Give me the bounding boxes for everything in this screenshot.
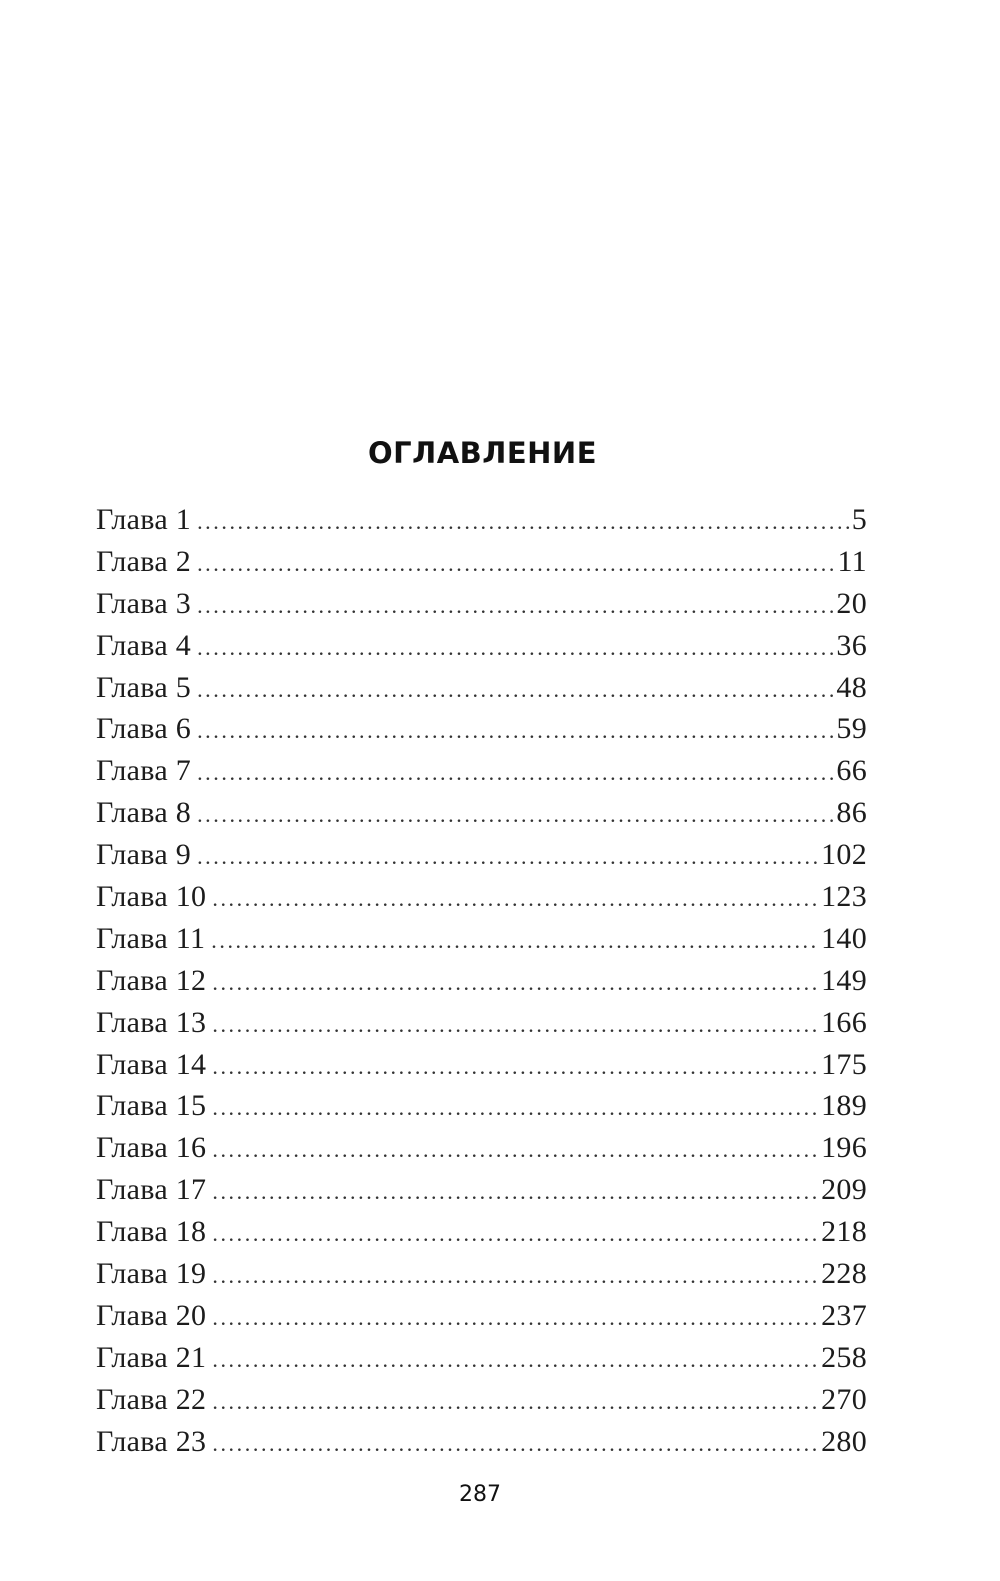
toc-dot-leader	[212, 1012, 819, 1038]
toc-chapter-label: Глава 11	[96, 921, 206, 955]
toc-chapter-label: Глава 12	[96, 963, 207, 997]
toc-chapter-label: Глава 8	[96, 796, 192, 830]
toc-dot-leader	[197, 844, 819, 870]
toc-chapter-label: Глава 10	[96, 880, 207, 914]
toc-chapter-label: Глава 21	[96, 1340, 207, 1374]
toc-dot-leader	[212, 886, 819, 912]
toc-chapter-label: Глава 7	[96, 754, 192, 788]
toc-entry	[96, 671, 867, 713]
toc-chapter-label: Глава 17	[96, 1173, 207, 1207]
toc-page-number: 140	[821, 921, 867, 955]
toc-dot-leader	[212, 970, 819, 996]
toc-entry	[96, 1383, 867, 1425]
toc-chapter-label: Глава 15	[96, 1089, 207, 1123]
toc-entry	[96, 1048, 867, 1090]
toc-chapter-label: Глава 23	[96, 1424, 207, 1458]
toc-entry	[96, 1173, 867, 1215]
toc-entry	[96, 1425, 867, 1467]
toc-chapter-label: Глава 6	[96, 712, 192, 746]
toc-chapter-label: Глава 3	[96, 586, 192, 620]
toc-page-number: 258	[821, 1340, 867, 1374]
toc-page-number: 237	[821, 1298, 867, 1332]
toc-dot-leader	[197, 718, 834, 744]
toc-dot-leader	[212, 1095, 819, 1121]
toc-chapter-label: Глава 13	[96, 1005, 207, 1039]
toc-page-number: 123	[821, 880, 867, 914]
toc-page-number: 59	[836, 712, 867, 746]
toc-entry	[96, 712, 867, 754]
toc-page-number: 270	[821, 1382, 867, 1416]
toc-entry	[96, 545, 867, 587]
toc-dot-leader	[212, 1054, 819, 1080]
toc-chapter-label: Глава 14	[96, 1047, 207, 1081]
toc-entry	[96, 796, 867, 838]
toc-dot-leader	[197, 551, 835, 577]
toc-entry	[96, 838, 867, 880]
toc-entry	[96, 1341, 867, 1383]
toc-page-number: 218	[821, 1215, 867, 1249]
toc-entry	[96, 629, 867, 671]
toc-entry	[96, 1299, 867, 1341]
toc-dot-leader	[211, 928, 819, 954]
toc-chapter-label: Глава 22	[96, 1382, 207, 1416]
toc-dot-leader	[212, 1263, 819, 1289]
toc-chapter-label: Глава 20	[96, 1298, 207, 1332]
toc-entry	[96, 1131, 867, 1173]
toc-title: ОГЛАВЛЕНИЕ	[367, 436, 597, 470]
toc-chapter-label: Глава 18	[96, 1215, 207, 1249]
toc-dot-leader	[212, 1305, 819, 1331]
toc-list	[96, 503, 867, 1466]
toc-chapter-label: Глава 2	[96, 544, 192, 578]
toc-chapter-label: Глава 16	[96, 1131, 207, 1165]
toc-dot-leader	[212, 1221, 819, 1247]
toc-page-number: 189	[821, 1089, 867, 1123]
toc-dot-leader	[212, 1137, 819, 1163]
page-number: 287	[459, 1482, 501, 1507]
toc-dot-leader	[212, 1347, 819, 1373]
toc-chapter-label: Глава 4	[96, 628, 192, 662]
toc-page-number: 102	[821, 838, 867, 872]
toc-chapter-label: Глава 19	[96, 1257, 207, 1291]
toc-page-number: 175	[821, 1047, 867, 1081]
toc-entry	[96, 1089, 867, 1131]
toc-dot-leader	[212, 1179, 819, 1205]
toc-entry	[96, 587, 867, 629]
toc-page-number: 196	[821, 1131, 867, 1165]
toc-page-number: 86	[836, 796, 867, 830]
toc-page-number: 228	[821, 1257, 867, 1291]
toc-page-number: 166	[821, 1005, 867, 1039]
toc-dot-leader	[197, 509, 850, 535]
toc-entry	[96, 1215, 867, 1257]
toc-dot-leader	[212, 1431, 819, 1457]
toc-dot-leader	[197, 593, 834, 619]
toc-page-number: 5	[851, 503, 867, 536]
toc-chapter-label: Глава 1	[96, 503, 192, 536]
toc-page-number: 48	[836, 670, 867, 704]
toc-entry	[96, 964, 867, 1006]
toc-entry	[96, 922, 867, 964]
toc-page-number: 149	[821, 963, 867, 997]
toc-dot-leader	[197, 802, 834, 828]
toc-page-number: 280	[821, 1424, 867, 1458]
toc-dot-leader	[197, 635, 834, 661]
toc-entry	[96, 880, 867, 922]
toc-dot-leader	[197, 677, 834, 703]
toc-entry	[96, 1006, 867, 1048]
toc-dot-leader	[212, 1389, 819, 1415]
toc-page-number: 11	[837, 544, 867, 578]
toc-entry	[96, 754, 867, 796]
toc-page-number: 36	[836, 628, 867, 662]
toc-page-number: 66	[836, 754, 867, 788]
toc-dot-leader	[197, 760, 834, 786]
toc-chapter-label: Глава 5	[96, 670, 192, 704]
toc-entry	[96, 1257, 867, 1299]
toc-entry	[96, 503, 867, 545]
toc-page-number: 20	[836, 586, 867, 620]
toc-chapter-label: Глава 9	[96, 838, 192, 872]
toc-page-number: 209	[821, 1173, 867, 1207]
